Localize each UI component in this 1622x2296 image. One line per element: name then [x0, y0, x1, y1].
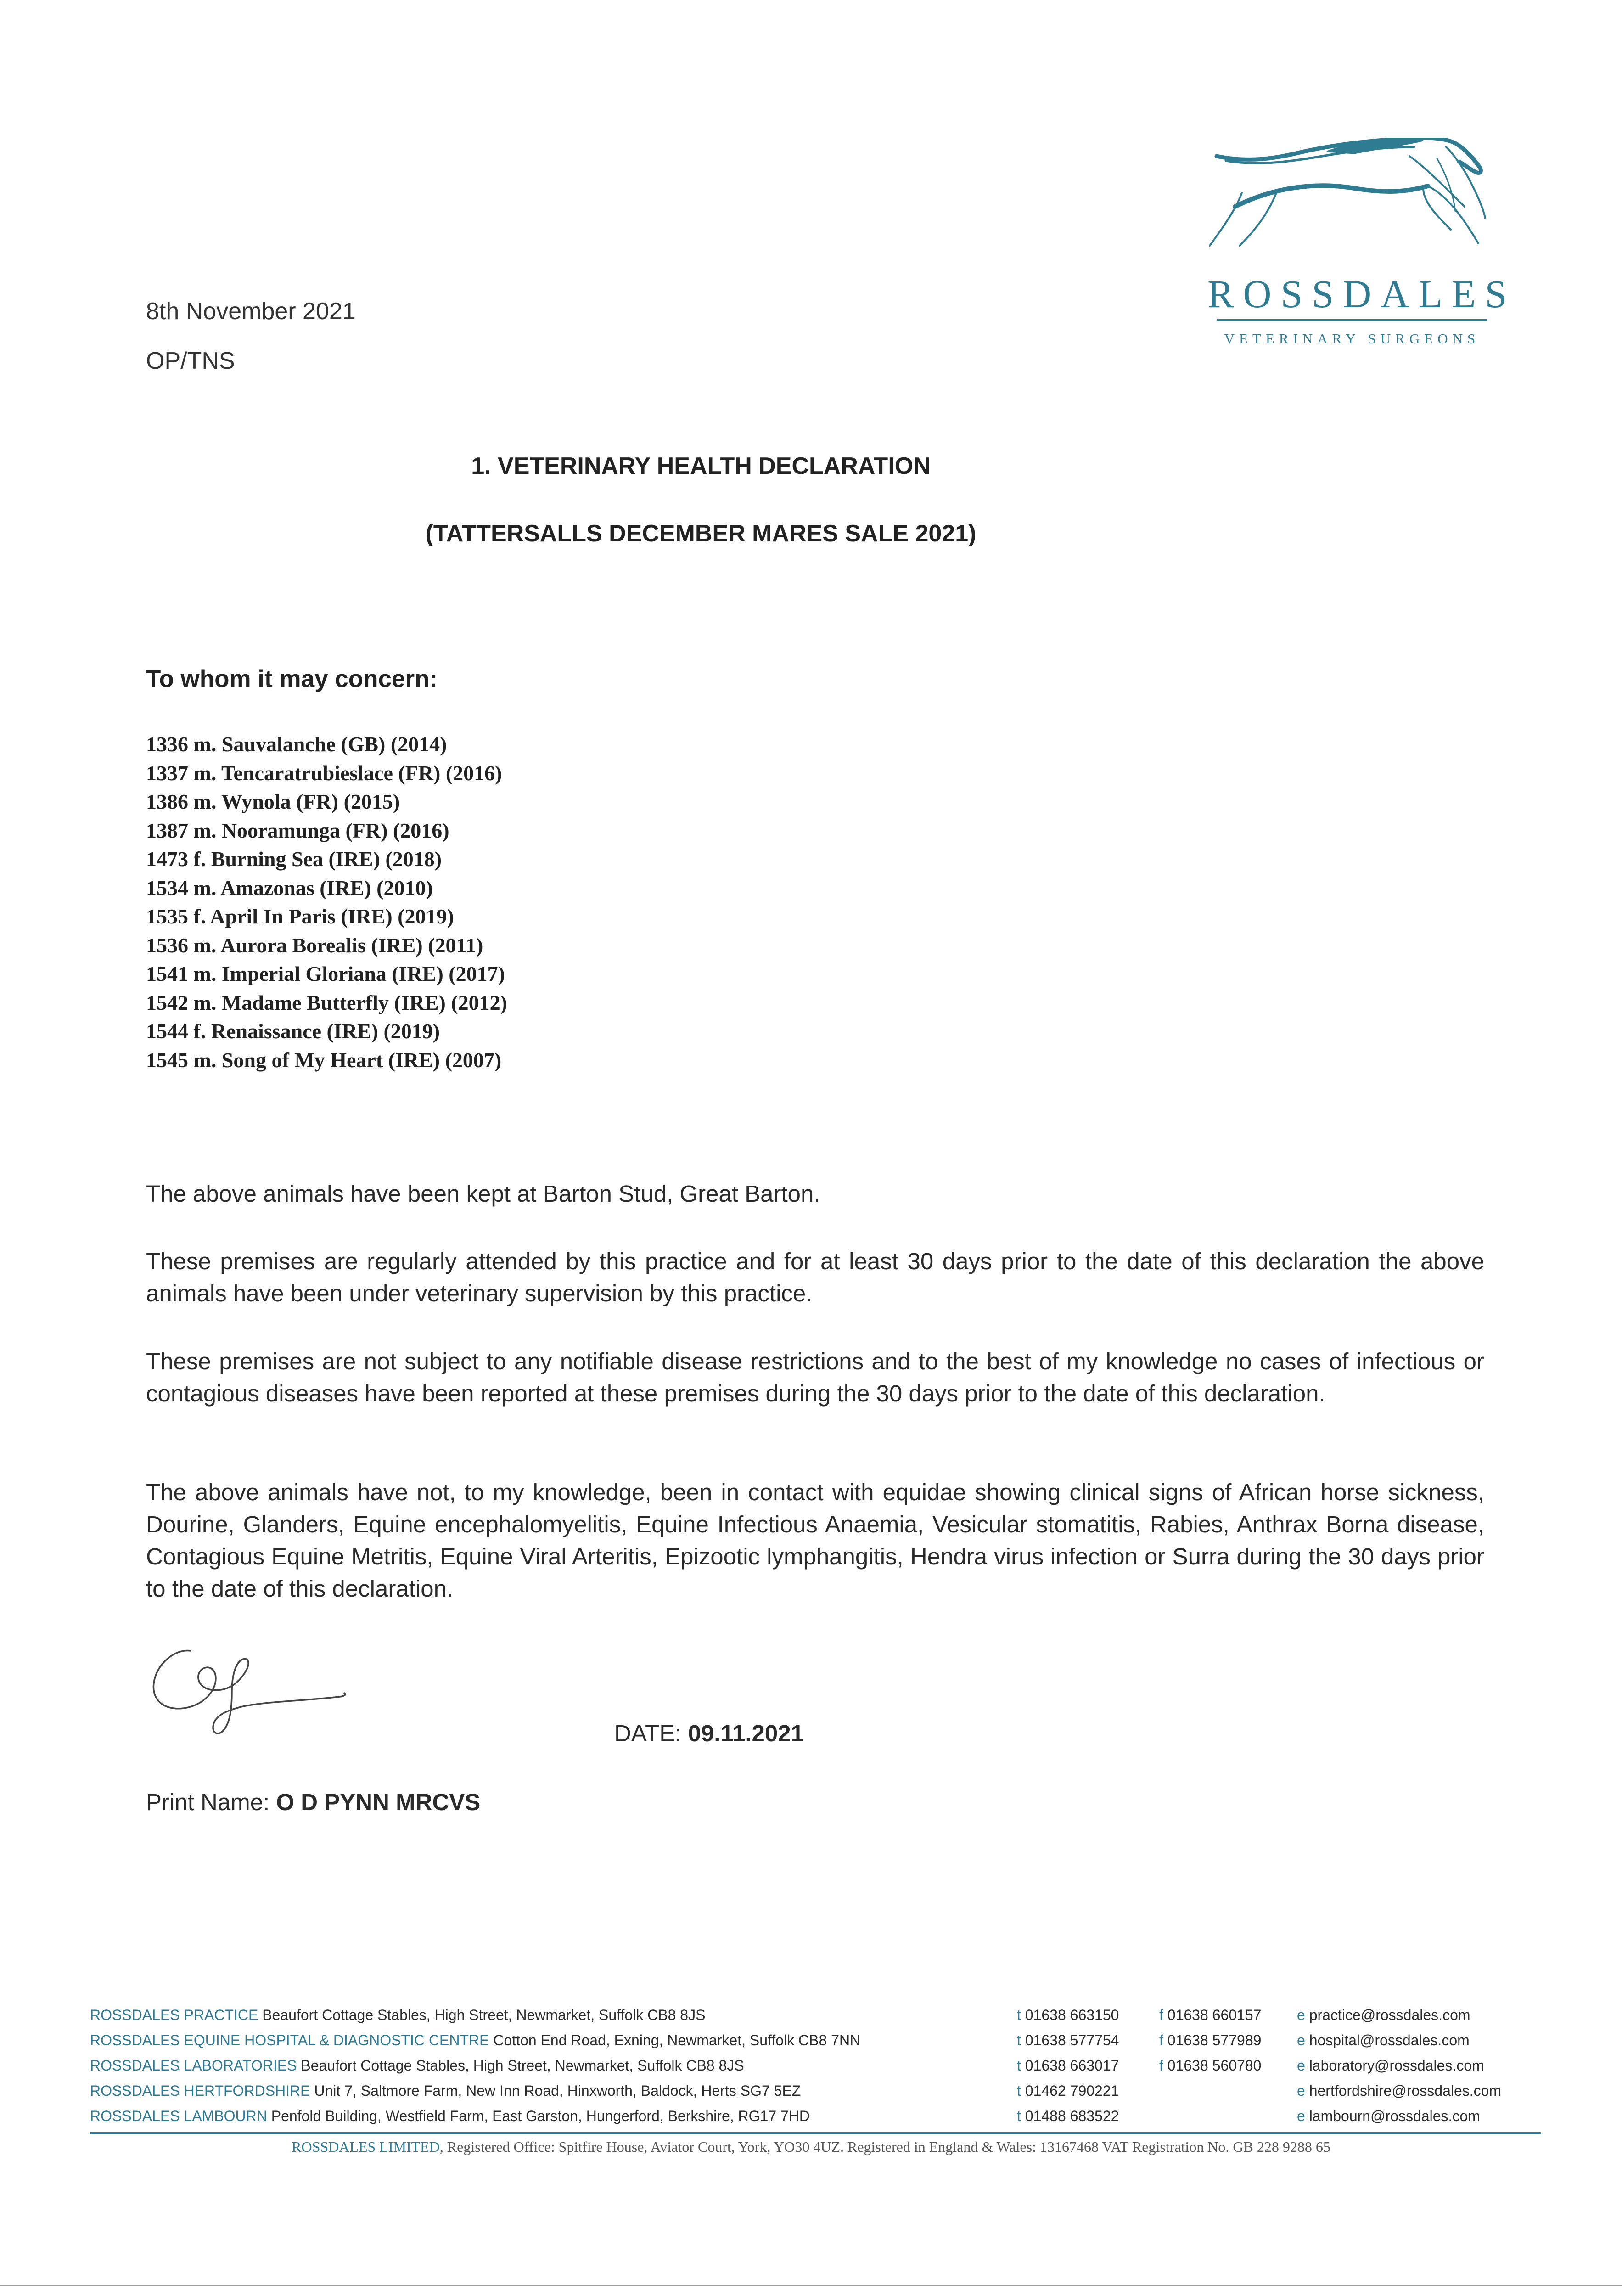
footer-office [90, 2032, 860, 2049]
list-item: 1544 f. Renaissance (IRE) (2019) [146, 1019, 440, 1043]
office-address: Beaufort Cottage Stables, High Street, Newmarket, Suffolk CB8 8JS [262, 2007, 706, 2023]
list-item: 1542 m. Madame Butterfly (IRE) (2012) [146, 990, 507, 1014]
list-item: 1541 m. Imperial Gloriana (IRE) (2017) [146, 962, 505, 985]
list-item: 1337 m. Tencaratrubieslace (FR) (2016) [146, 761, 502, 785]
signature [147, 1632, 354, 1747]
office-email: e hertfordshire@rossdales.com [1297, 2082, 1502, 2099]
declaration-date [614, 1720, 804, 1747]
paragraph-contact: The above animals have not, to my knowledge, been in contact with equidae showing clinical signs of African horse sickness, Dourine, Glanders, Equine encephalomyelitis, Equine Infectious Anaemia, Vesicular stomatitis, Rabies, Anthrax Borna disease, Contagious Equine Metritis, Equine Viral Arteritis, Epizootic lymphangitis, Hendra virus infection or Surra during the 30 days prior to the date of this declaration. [146, 1479, 1484, 1602]
greeting: To whom it may concern: [146, 665, 438, 692]
signature-icon [147, 1632, 354, 1747]
office-tel: t 01462 790221 [1017, 2082, 1119, 2099]
office-tel: t 01638 663017 [1017, 2057, 1119, 2074]
office-name: ROSSDALES PRACTICE [90, 2007, 258, 2023]
office-name: ROSSDALES LABORATORIES [90, 2057, 297, 2074]
footer-divider [90, 2132, 1541, 2134]
office-address: Beaufort Cottage Stables, High Street, Newmarket, Suffolk CB8 8JS [301, 2057, 744, 2074]
document-subtitle: (TATTERSALLS DECEMBER MARES SALE 2021) [425, 520, 977, 547]
horse-list [146, 730, 507, 1075]
list-item: 1535 f. April In Paris (IRE) (2019) [146, 905, 454, 928]
office-address: Unit 7, Saltmore Farm, New Inn Road, Hinxworth, Baldock, Herts SG7 5EZ [314, 2082, 801, 2099]
horse-logo-icon [1207, 138, 1497, 289]
logo-wordmark: ROSSDALES [1207, 272, 1516, 316]
office-email: e hospital@rossdales.com [1297, 2032, 1470, 2048]
office-address: Penfold Building, Westfield Farm, East Garston, Hungerford, Berkshire, RG17 7HD [271, 2108, 810, 2124]
paragraph-restrictions: These premises are not subject to any notifiable disease restrictions and to the best of my knowledge no cases of infectious or contagious diseases have been reported at these premises during the 30 days prior to the date of this declaration. [146, 1348, 1484, 1407]
list-item: 1536 m. Aurora Borealis (IRE) (2011) [146, 933, 483, 957]
registered-office [0, 2138, 1622, 2155]
office-name: ROSSDALES LAMBOURN [90, 2108, 267, 2124]
office-fax: f 01638 660157 [1159, 2007, 1262, 2023]
footer-office [90, 2082, 801, 2099]
footer-office [90, 2057, 744, 2074]
list-item: 1534 m. Amazonas (IRE) (2010) [146, 876, 433, 900]
office-fax: f 01638 577989 [1159, 2032, 1262, 2048]
scan-edge-line [0, 2285, 1622, 2286]
paragraph-supervision: These premises are regularly attended by this practice and for at least 30 days prior to the date of this declaration the above animals have been under veterinary supervision by this practice. [146, 1248, 1484, 1306]
logo-divider [1217, 319, 1487, 321]
office-name: ROSSDALES EQUINE HOSPITAL & DIAGNOSTIC CENTRE [90, 2032, 489, 2048]
office-email: e practice@rossdales.com [1297, 2007, 1470, 2023]
office-name: ROSSDALES HERTFORDSHIRE [90, 2082, 310, 2099]
footer-office [90, 2007, 705, 2024]
company-name: ROSSDALES LIMITED [292, 2138, 440, 2155]
office-tel: t 01638 663150 [1017, 2007, 1119, 2023]
office-email: e laboratory@rossdales.com [1297, 2057, 1484, 2074]
office-fax: f 01638 560780 [1159, 2057, 1262, 2074]
list-item: 1387 m. Nooramunga (FR) (2016) [146, 818, 449, 842]
print-name [146, 1789, 480, 1816]
rossdales-logo [1207, 138, 1516, 354]
letter-date: 8th November 2021 [146, 298, 356, 325]
list-item: 1545 m. Song of My Heart (IRE) (2007) [146, 1048, 502, 1072]
document-title: 1. VETERINARY HEALTH DECLARATION [471, 453, 931, 479]
date-label: DATE: [614, 1720, 682, 1746]
logo-subtitle: VETERINARY SURGEONS [1224, 331, 1480, 347]
paragraph-location: The above animals have been kept at Barton Stud, Great Barton. [146, 1181, 820, 1207]
date-value: 09.11.2021 [688, 1720, 804, 1746]
registered-details: , Registered Office: Spitfire House, Aviator Court, York, YO30 4UZ. Registered in England & Wales: 13167468 VAT Registration No. GB 228 9288 65 [439, 2138, 1330, 2155]
office-tel: t 01488 683522 [1017, 2108, 1119, 2124]
letter-reference: OP/TNS [146, 348, 235, 374]
list-item: 1386 m. Wynola (FR) (2015) [146, 790, 400, 813]
office-email: e lambourn@rossdales.com [1297, 2108, 1480, 2124]
footer-office [90, 2108, 810, 2125]
list-item: 1336 m. Sauvalanche (GB) (2014) [146, 732, 447, 756]
office-address: Cotton End Road, Exning, Newmarket, Suffolk CB8 7NN [493, 2032, 861, 2048]
print-name-label: Print Name: [146, 1789, 270, 1815]
office-tel: t 01638 577754 [1017, 2032, 1119, 2048]
print-name-value: O D PYNN MRCVS [276, 1789, 481, 1815]
list-item: 1473 f. Burning Sea (IRE) (2018) [146, 847, 442, 871]
